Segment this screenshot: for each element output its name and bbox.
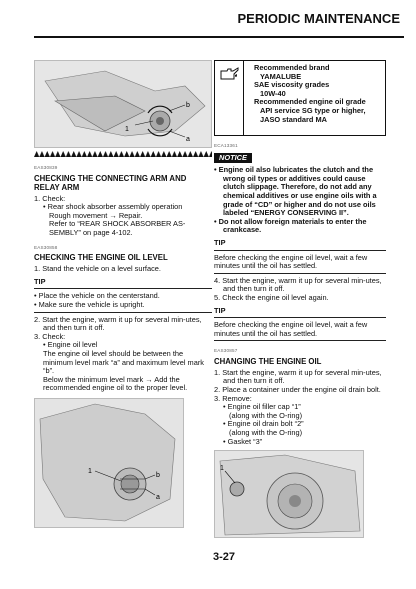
figure-connecting-arm (34, 60, 212, 148)
figure-engine-oil-filler (214, 450, 364, 538)
step: 2. Start the engine, warm it up for several min-utes, and then turn it off. (34, 314, 202, 333)
notice-badge: NOTICE (214, 153, 252, 164)
page-number: 3-27 (213, 551, 236, 563)
oil-spec-line: 10W-40 (260, 88, 286, 98)
fig1-label-1: 1 (125, 126, 129, 133)
tip-label: TIP (214, 305, 226, 315)
fig1-label-a: a (186, 136, 190, 143)
section-code: EAS30839 (34, 165, 58, 170)
paragraph: Rough movement → Repair. (49, 210, 143, 220)
oil-spec-line: SAE viscosity grades (254, 80, 330, 90)
bullet-sub: (along with the O-ring) (229, 410, 303, 420)
oil-spec-line: Recommended brand (254, 63, 330, 72)
step: 1. Stand the vehicle on a level surface. (34, 264, 161, 274)
oil-spec-line: JASO standard MA (260, 114, 327, 124)
figure-connecting-arm-drawing (35, 61, 211, 147)
fig2-label-1: 1 (88, 467, 92, 475)
header-rule (34, 36, 404, 38)
recommended-oil-box (214, 60, 386, 136)
tip-text: Before checking the engine oil level, wait a few minutes until the oil has settled. (214, 252, 368, 271)
oil-spec-line: API service SG type or higher, (260, 105, 366, 115)
step: 3. Check: (34, 331, 66, 341)
tip-rule (214, 340, 386, 341)
step: 3. Remove: (214, 393, 252, 403)
figure-oil-level-drawing (35, 399, 183, 527)
paragraph: The engine oil level should be between the minimum level mark “a” and maximum level mark “b”. (43, 348, 204, 376)
step: 2. Place a container under the engine oil drain bolt. (214, 385, 381, 395)
tip-rule (214, 250, 386, 251)
notice-code: ECA13361 (214, 143, 238, 148)
bullet: • Rear shock absorber assembly operation (43, 202, 183, 212)
fig2-label-a: a (156, 493, 160, 501)
section-heading: CHECKING THE CONNECTING ARM AND RELAY ARM (34, 173, 187, 192)
paragraph: Below the minimum level mark → Add the recommended engine oil to the proper level. (43, 374, 188, 393)
bullet: • Engine oil level (43, 340, 98, 350)
step: 4. Start the engine, warm it up for several min-utes, and then turn it off. (214, 275, 382, 294)
section-code: EAS30857 (214, 348, 238, 354)
page-title: PERIODIC MAINTENANCE (237, 11, 400, 26)
tip-text: Before checking the engine oil level, wait a few minutes until the oil has settled. (214, 320, 368, 338)
bullet-sub: (along with the O-ring) (229, 428, 303, 438)
notice-item: • Do not allow foreign materials to enter the crankcase. (214, 216, 367, 235)
tip-item: • Make sure the vehicle is upright. (34, 299, 145, 309)
left-column (34, 60, 212, 528)
figure-engine-drawing (215, 451, 363, 537)
paragraph: Refer to “REAR SHOCK ABSORBER AS-SEMBLY” on page 4-102. (49, 219, 186, 237)
page-header (0, 0, 416, 40)
right-column (214, 60, 386, 538)
tip-rule (214, 273, 386, 274)
step: 1. Check: (34, 193, 66, 203)
oil-spec-line: Recommended engine oil grade (254, 97, 366, 107)
tip-item: • Place the vehicle on the centerstand. (34, 291, 160, 301)
figure-oil-level-window (34, 398, 184, 528)
oil-can-icon (215, 61, 244, 135)
section-separator (34, 150, 212, 158)
notice-item: • Engine oil also lubricates the clutch and the wrong oil types or additives could cause clutch slippage. Therefore, do not add any chemical additives or use engine oils with a grade of “CD” or higher and do not use oils labeled “ENERGY CONSERVING II”. (214, 165, 377, 218)
tip-rule (214, 317, 386, 318)
tip-rule (34, 288, 212, 289)
fig1-label-b: b (186, 102, 190, 109)
triangle-separator-icon (34, 150, 212, 158)
oil-spec-line: YAMALUBE (260, 71, 302, 81)
step: 1. Start the engine, warm it up for several min-utes, and then turn it off. (214, 367, 382, 386)
bullet: • Engine oil filler cap “1” (223, 402, 301, 412)
step: 5. Check the engine oil level again. (214, 292, 329, 302)
bullet: • Engine oil drain bolt “2” (223, 419, 304, 429)
bullet: • Gasket “3” (223, 436, 263, 446)
fig3-label-1: 1 (220, 465, 224, 473)
section-heading: CHECKING THE ENGINE OIL LEVEL (34, 253, 168, 263)
fig2-label-b: b (156, 471, 160, 479)
tip-label: TIP (34, 276, 46, 286)
oil-spec-text (244, 61, 371, 135)
section-code: EAS30858 (34, 244, 58, 250)
section-heading: CHANGING THE ENGINE OIL (214, 356, 322, 366)
tip-label: TIP (214, 237, 226, 247)
tip-rule (34, 312, 212, 313)
